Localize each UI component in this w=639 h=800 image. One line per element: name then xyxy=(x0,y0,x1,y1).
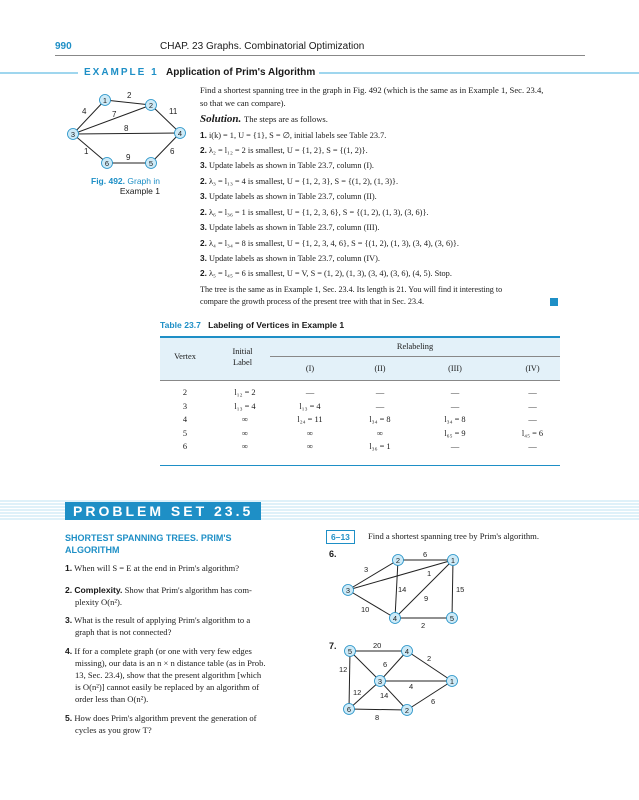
solution-line xyxy=(200,113,328,125)
step-item: 3. Update labels as shown in Table 23.7, column (III). xyxy=(200,222,380,232)
problem-range-text: Find a shortest spanning tree by Prim's algorithm. xyxy=(368,531,540,541)
example-closing-2: compare the growth process of the present tree with that in Sec. 23.4. xyxy=(200,297,425,306)
problem-3: 3. What is the result of applying Prim's algorithm to a graph that is not connected? xyxy=(65,615,251,637)
g6-node: 1 xyxy=(450,556,456,565)
table-caption-title: Labeling of Vertices in Example 1 xyxy=(208,320,345,330)
fig492-node: 5 xyxy=(148,159,154,168)
example-intro-1: Find a shortest spanning tree in the graph in Fig. 492 (which is the same as in Example 1, Sec. 23.4, xyxy=(200,85,544,95)
fig492-node: 4 xyxy=(177,129,183,138)
step-item: 2. λ₄ = l₃₄ = 8 is smallest, U = {1, 2, 3, 4, 6}, S = {(1, 2), (1, 3), (3, 4), (3, 6)}. xyxy=(200,238,459,248)
fig492-weight: 8 xyxy=(124,124,129,133)
fig492-weight: 6 xyxy=(170,147,175,156)
end-of-example-mark xyxy=(550,298,558,306)
problem-7-label: 7. xyxy=(329,641,337,651)
fig492-node: 1 xyxy=(102,96,108,105)
g7-weight: 20 xyxy=(373,641,382,650)
solution-text: The steps are as follows. xyxy=(244,114,328,124)
g6-node: 4 xyxy=(392,614,398,623)
step-item: 2. λ₆ = l₃₆ = 1 is smallest, U = {1, 2, 3, 6}, S = {(1, 2), (1, 3), (3, 6)}. xyxy=(200,207,429,217)
g7-node: 6 xyxy=(346,705,352,714)
g7-weight: 12 xyxy=(339,665,348,674)
fig-492-caption-label: Fig. 492. xyxy=(91,176,126,186)
g6-node: 5 xyxy=(449,614,455,623)
section-title xyxy=(65,532,232,556)
fig492-weight: 2 xyxy=(127,91,132,100)
g6-node: 2 xyxy=(395,556,401,565)
g6-weight: 9 xyxy=(424,594,429,603)
col-initial-line1: Initial xyxy=(232,347,253,356)
step-item: 2. λ₃ = l₁₃ = 4 is smallest, U = {1, 2, 3}, S = {(1, 2), (1, 3)}. xyxy=(200,176,399,186)
g7-weight: 2 xyxy=(427,654,432,663)
problem-1: 1. When will S = E at the end in Prim's algorithm? xyxy=(65,563,240,573)
table-bottom-rule xyxy=(160,465,560,466)
g6-weight: 10 xyxy=(361,605,370,614)
example-title: Application of Prim's Algorithm xyxy=(162,67,319,78)
table-header-rule xyxy=(160,380,560,381)
example-closing-1: The tree is the same as in Example 1, Sec. 23.4. Its length is 21. You will find it interesting to xyxy=(200,285,503,294)
fig-492-caption xyxy=(76,176,160,196)
fig492-weight: 1 xyxy=(84,147,89,156)
relabeling-rule xyxy=(270,356,560,357)
step-item: 1. i(k) = 1, U = {1}, S = ∅, initial labels see Table 23.7. xyxy=(200,130,387,140)
sub-col: (IV) xyxy=(525,364,540,373)
example-label: EXAMPLE 1 xyxy=(78,67,165,78)
example-intro-2: so that we can compare). xyxy=(200,98,286,108)
fig492-weight: 9 xyxy=(126,153,131,162)
g7-weight: 6 xyxy=(383,660,388,669)
step-item: 2. λ₂ = l₁₂ = 2 is smallest, U = {1, 2}, S = {(1, 2)}. xyxy=(200,145,368,155)
g7-weight: 6 xyxy=(431,697,436,706)
g7-weight: 12 xyxy=(353,688,362,697)
g7-node: 1 xyxy=(449,677,455,686)
step-item: 2. λ₅ = l₄₅ = 6 is smallest, U = V, S = (1, 2), (1, 3), (3, 4), (3, 6), (4, 5). Stop. xyxy=(200,268,452,278)
step-item: 3. Update labels as shown in Table 23.7, column (IV). xyxy=(200,253,380,263)
step-item: 3. Update labels as shown in Table 23.7, column (I). xyxy=(200,160,374,170)
col-relabeling: Relabeling xyxy=(396,342,434,351)
header-rule xyxy=(55,55,585,56)
g7-node: 3 xyxy=(377,677,383,686)
sub-col: (I) xyxy=(305,364,315,373)
col-initial-line2: Label xyxy=(232,358,253,367)
g6-weight: 15 xyxy=(456,585,465,594)
problem-5: 5. How does Prim's algorithm prevent the generation of cycles as you grow T? xyxy=(65,713,257,735)
fig-492-caption-text-2: Example 1 xyxy=(119,186,160,196)
problem-2: 2. Complexity. Show that Prim's algorithm has com- plexity O(n²). xyxy=(65,585,252,607)
g6-node: 3 xyxy=(345,586,351,595)
fig492-weight: 11 xyxy=(169,107,178,116)
fig-492-caption-text-1: Graph in xyxy=(127,176,160,186)
sub-col: (III) xyxy=(448,364,462,373)
g6-weight: 14 xyxy=(398,585,407,594)
sub-col: (II) xyxy=(374,364,386,373)
page-number: 990 xyxy=(55,41,72,52)
col-vertex: Vertex xyxy=(174,352,196,361)
fig492-node: 3 xyxy=(70,130,76,139)
fig492-weight: 7 xyxy=(112,110,117,119)
g6-weight: 2 xyxy=(421,621,426,628)
fig492-weight: 4 xyxy=(82,107,87,116)
g6-weight: 1 xyxy=(427,569,432,578)
g7-weight: 4 xyxy=(409,682,414,691)
problem-6-graph xyxy=(335,548,470,628)
g7-weight: 14 xyxy=(380,691,389,700)
section-title-line1: SHORTEST SPANNING TREES. PRIM'S xyxy=(65,533,232,543)
table-caption-label: Table 23.7 xyxy=(160,320,201,330)
problem-4: 4. If for a complete graph (or one with very few edges missing), our data is an n × n distance table (as in Prob. 13, Sec. 23.4), show that the present algorithm [which is O(n²)] cannot easily be replaced by an algorithm of order less than O(n²). xyxy=(65,646,266,704)
problem-6-label: 6. xyxy=(329,549,337,559)
table-caption xyxy=(160,320,344,330)
section-title-line2: ALGORITHM xyxy=(65,545,120,555)
g7-node: 5 xyxy=(347,647,353,656)
step-item: 3. Update labels as shown in Table 23.7, column (II). xyxy=(200,191,377,201)
g7-node: 4 xyxy=(404,647,410,656)
g7-node: 2 xyxy=(404,706,410,715)
fig-492-graph xyxy=(60,88,195,178)
problem-7-graph xyxy=(335,638,465,723)
fig492-node: 2 xyxy=(148,101,154,110)
problem-range-box: 6–13 xyxy=(326,530,355,544)
g6-weight: 3 xyxy=(364,565,369,574)
g7-weight: 8 xyxy=(375,713,380,722)
g6-weight: 6 xyxy=(423,550,428,559)
chapter-header: CHAP. 23 Graphs. Combinatorial Optimization xyxy=(160,41,365,52)
col-initial xyxy=(215,346,270,368)
fig492-node: 6 xyxy=(104,159,110,168)
solution-heading: Solution. xyxy=(200,113,242,125)
problem-set-label: PROBLEM SET 23.5 xyxy=(65,502,261,520)
